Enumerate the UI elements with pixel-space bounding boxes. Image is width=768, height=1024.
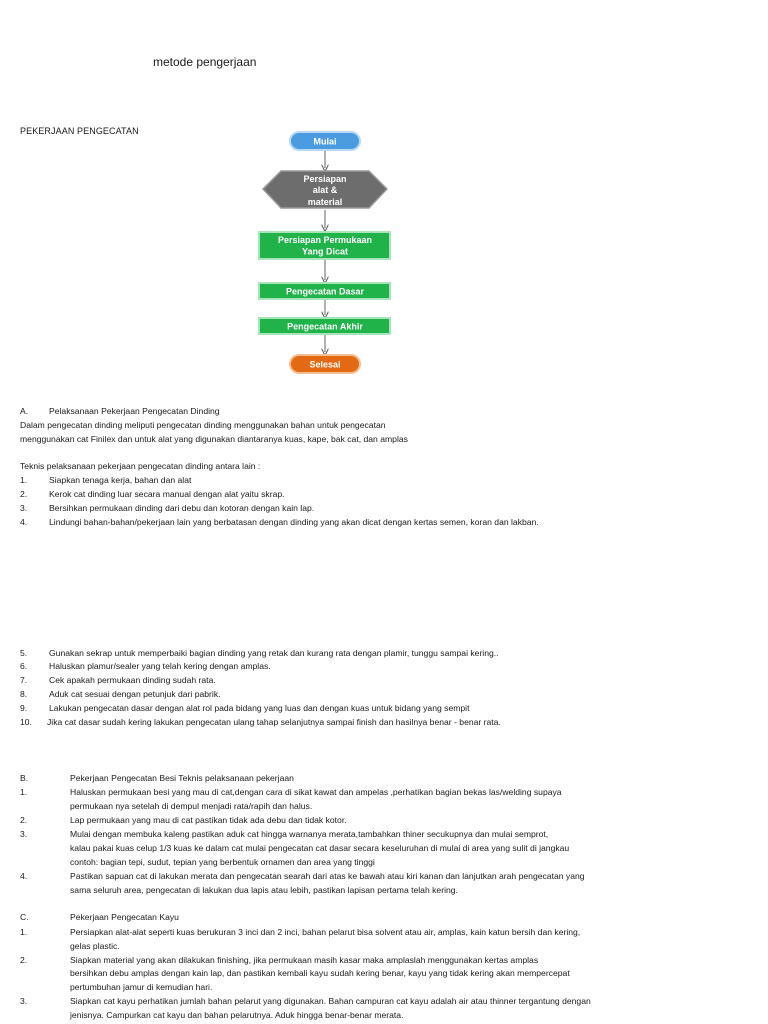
list-item-number: 10. — [20, 717, 32, 727]
section-a-letter: A. — [20, 406, 29, 416]
flowchart — [255, 126, 400, 378]
list-item-number: 5. — [20, 648, 28, 658]
section-b-letter: B. — [20, 773, 29, 783]
section-a-intro-1: Dalam pengecatan dinding meliputi pengecatan dinding menggunakan bahan untuk pengecatan — [20, 420, 386, 430]
section-c-heading: Pekerjaan Pengecatan Kayu — [70, 912, 179, 922]
section-c-letter: C. — [20, 912, 29, 922]
list-item-text: Siapkan material yang akan dilakukan finishing, jika permukaan masih kasar maka amplaslah menggunakan kertas amplas — [70, 955, 539, 965]
section-label: PEKERJAAN PENGECATAN — [20, 126, 139, 136]
list-item-number: 3. — [20, 829, 28, 839]
list-item-number: 7. — [20, 675, 28, 685]
list-item-text: bersihkan debu amplas dengan kain lap, dan pastikan kembali kayu sudah kering benar, kayu yang tidak kering akan mempercepat — [70, 968, 570, 978]
flow-node-surface-prep-line2: Yang Dicat — [301, 246, 349, 257]
list-item-number: 6. — [20, 661, 28, 671]
list-item-text: Siapkan tenaga kerja, bahan dan alat — [49, 475, 192, 485]
list-item-number: 4. — [20, 517, 28, 527]
flow-node-base-coat — [259, 283, 390, 299]
flow-node-preparation-line2: alat & — [312, 185, 338, 195]
list-item-number: 2. — [20, 489, 28, 499]
list-item-text: Jika cat dasar sudah kering lakukan pengecatan ulang tahap selanjutnya sampai finish dan hasilnya benar - benar rata. — [47, 717, 501, 727]
list-item-text: sama seluruh area, pengecatan di lakukan dua lapis atau lebih, pastikan lapisan pertama telah kering. — [70, 885, 458, 895]
section-a-intro-2: menggunakan cat Finilex dan untuk alat yang digunakan diantaranya kuas, kape, bak cat, dan amplas — [20, 434, 408, 444]
section-a-heading: Pelaksanaan Pekerjaan Pengecatan Dinding — [49, 406, 220, 416]
list-item-text: contoh: bagian tepi, sudut, tepian yang berbentuk ornamen dan area yang tinggi — [70, 857, 375, 867]
flow-node-final-coat — [259, 318, 390, 334]
list-item-text: Haluskan plamur/sealer yang telah kering dengan amplas. — [49, 661, 271, 671]
list-item-number: 9. — [20, 703, 28, 713]
flow-node-surface-prep — [259, 232, 390, 259]
list-item-number: 4. — [20, 871, 28, 881]
list-item-text: pertumbuhan jamur di kemudian hari. — [70, 982, 213, 992]
list-item-text: Siapkan cat kayu perhatikan jumlah bahan pelarut yang digunakan. Bahan campuran cat kayu adalah air atau thinner tergantung dengan — [70, 996, 591, 1006]
list-item-text: Lakukan pengecatan dasar dengan alat rol pada bidang yang luas dan dengan kuas untuk bidang yang sempit — [49, 703, 470, 713]
flow-node-end — [290, 355, 360, 373]
flow-node-preparation-line3: material — [307, 197, 343, 207]
list-item-number: 8. — [20, 689, 28, 699]
list-item-number: 3. — [20, 503, 28, 513]
list-item-text: Kerok cat dinding luar secara manual dengan alat yaitu skrap. — [49, 489, 285, 499]
list-item-text: Haluskan permukaan besi yang mau di cat,dengan cara di sikat kawat dan ampelas ,perhatikan bagian bekas las/welding supaya — [70, 787, 562, 797]
flow-node-preparation — [263, 171, 387, 208]
section-a-steps-intro: Teknis pelaksanaan pekerjaan pengecatan dinding antara lain : — [20, 461, 261, 471]
list-item-text: jenisnya. Campurkan cat kayu dan bahan pelarutnya. Aduk hingga benar-benar merata. — [70, 1010, 404, 1020]
list-item-text: Aduk cat sesuai dengan petunjuk dari pabrik. — [49, 689, 221, 699]
flow-node-surface-prep-line1: Persiapan Permukaan — [277, 235, 373, 245]
flow-node-preparation-line1: Persiapan — [303, 174, 347, 184]
list-item-text: Bersihkan permukaan dinding dari debu dan kotoran dengan kain lap. — [49, 503, 315, 513]
list-item-text: Lap permukaan yang mau di cat pastikan tidak ada debu dan tidak kotor. — [70, 815, 347, 825]
list-item-number: 2. — [20, 955, 28, 965]
list-item-number: 3. — [20, 996, 28, 1006]
list-item-text: Persiapkan alat-alat seperti kuas berukuran 3 inci dan 2 inci, bahan pelarut bisa solvent atau air, amplas, kain katun bersih dan kering, — [70, 927, 581, 937]
flow-node-end-label: Selesai — [309, 359, 341, 370]
flow-node-start-label: Mulai — [313, 136, 337, 147]
list-item-text: permukaan nya setelah di dempul menjadi rata/rapih dan halus. — [70, 801, 313, 811]
list-item-text: gelas plastic. — [70, 941, 120, 951]
flow-node-base-coat-label: Pengecatan Dasar — [285, 286, 365, 297]
list-item-number: 1. — [20, 927, 28, 937]
list-item-text: kalau pakai kuas celup 1/3 kuas ke dalam cat mulai pengecatan cat dasar secara keseluruhan di mulai di area yang sulit di jangkau — [70, 843, 570, 853]
list-item-number: 2. — [20, 815, 28, 825]
list-item-text: Mulai dengan membuka kaleng pastikan aduk cat hingga warnanya merata,tambahkan thiner secukupnya dan mulai semprot, — [70, 829, 549, 839]
flow-node-final-coat-label: Pengecatan Akhir — [287, 321, 363, 332]
list-item-number: 1. — [20, 475, 28, 485]
list-item-text: Cek apakah permukaan dinding sudah rata. — [49, 675, 216, 685]
list-item-number: 1. — [20, 787, 28, 797]
section-b-heading: Pekerjaan Pengecatan Besi Teknis pelaksanaan pekerjaan — [70, 773, 294, 783]
list-item-text: Lindungi bahan-bahan/pekerjaan lain yang berbatasan dengan dinding yang akan dicat dengan kertas semen, koran dan lakban. — [49, 517, 539, 527]
page-title: metode pengerjaan — [153, 55, 257, 69]
flow-node-start — [290, 132, 360, 150]
list-item-text: Pastikan sapuan cat di lakukan merata dan pengecatan searah dari atas ke bawah atau kiri kanan dan lanjutkan arah pengecatan yang — [70, 871, 585, 881]
list-item-text: Gunakan sekrap untuk memperbaiki bagian dinding yang retak dan kurang rata dengan plamir, tunggu sampai kering.. — [49, 648, 499, 658]
